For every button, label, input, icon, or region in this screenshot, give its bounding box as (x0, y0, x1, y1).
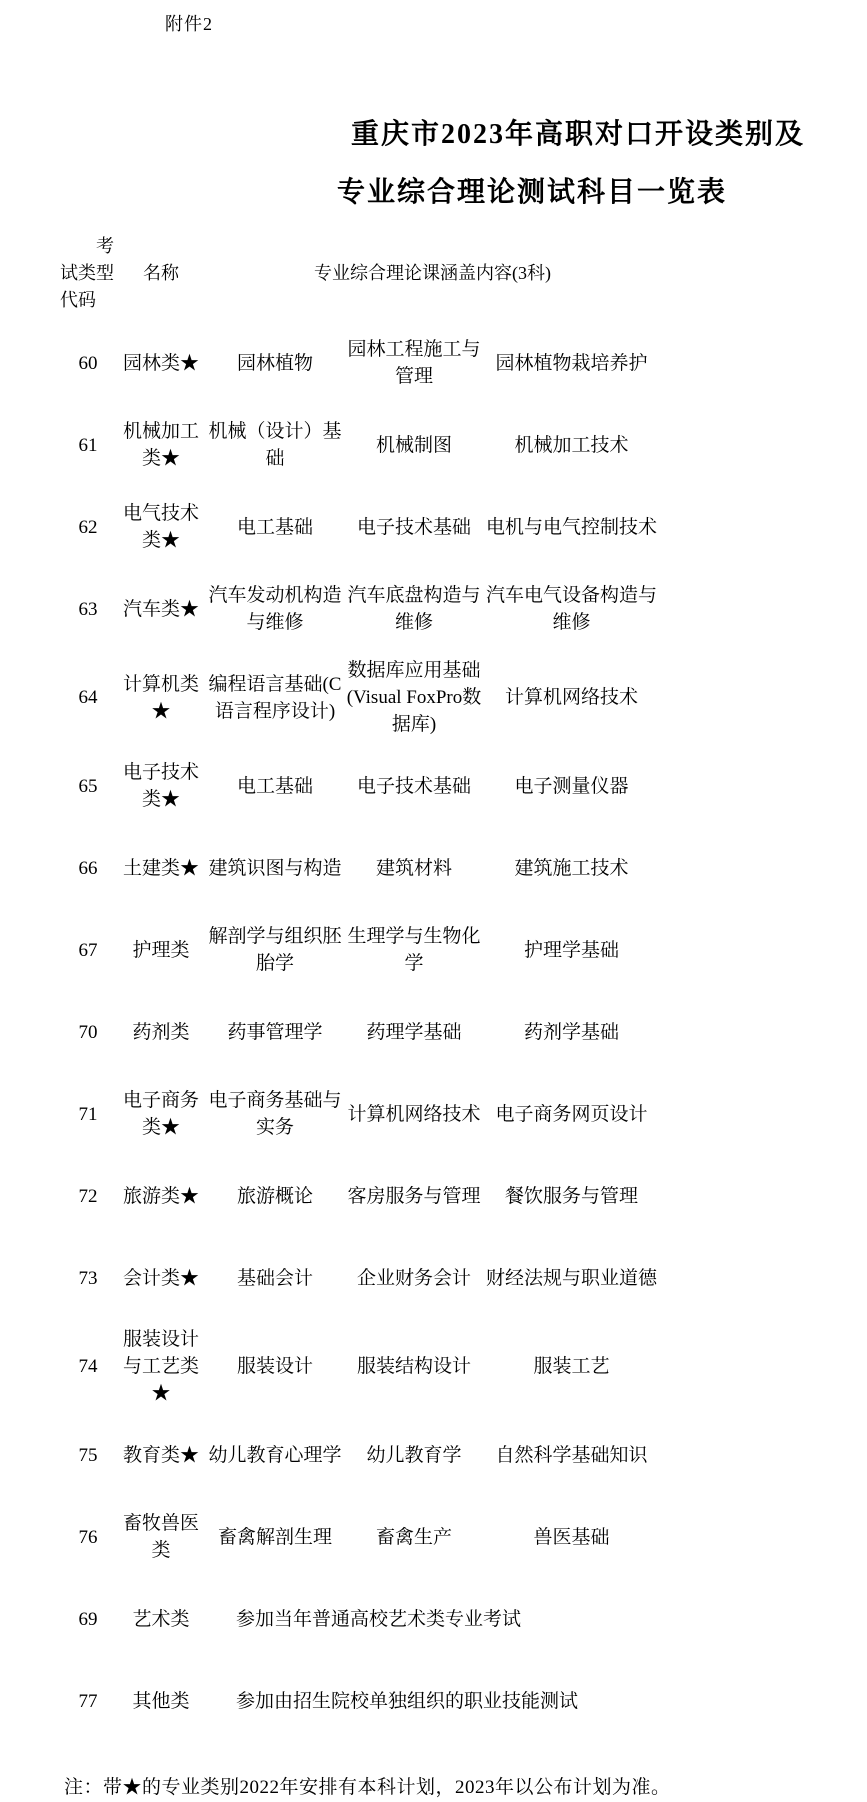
subject-cell-2 (344, 1524, 484, 1551)
subject-cell-2 (344, 432, 484, 459)
code-value: 69 (78, 1608, 98, 1630)
subject-cell-1 (206, 923, 344, 977)
subject-cell-3 (484, 1101, 659, 1128)
subjects-container (206, 923, 659, 977)
code-cell (60, 1019, 116, 1046)
code-value: 64 (78, 687, 98, 708)
subject-cell-2 (344, 1183, 484, 1210)
subjects-container (206, 1353, 659, 1380)
subject-name: 护理学基础 (523, 939, 619, 961)
category-name: 会计类★ (122, 1267, 199, 1289)
subject-name: 药理学基础 (366, 1021, 462, 1043)
code-value: 77 (78, 1690, 98, 1712)
subject-cell-1 (206, 350, 344, 377)
category-cell (116, 759, 206, 813)
subject-name: 餐饮服务与管理 (504, 1185, 638, 1207)
subject-cell-3 (484, 1442, 659, 1469)
category-cell (116, 350, 206, 377)
subjects-container (206, 1524, 659, 1551)
category-name: 园林类★ (122, 352, 199, 374)
subject-cell-3 (484, 514, 659, 541)
subjects-container (206, 418, 659, 472)
subject-cell-2 (344, 336, 484, 390)
subjects-container (206, 657, 659, 738)
subject-name: 企业财务会计 (356, 1267, 471, 1289)
subject-name: 机械（设计）基础 (208, 421, 342, 469)
table-row (60, 322, 659, 404)
table-row (60, 745, 659, 827)
category-name: 畜牧兽医类 (122, 1513, 199, 1561)
subject-cell-3 (484, 1524, 659, 1551)
subject-name: 计算机网络技术 (347, 1103, 481, 1125)
subject-name: 建筑施工技术 (514, 857, 629, 879)
subjects-container (206, 1087, 659, 1141)
subject-name: 服装工艺 (533, 1356, 610, 1377)
subject-cell-1 (206, 1265, 344, 1292)
subject-name: 数据库应用基础(Visual FoxPro数据库) (346, 660, 482, 735)
category-name: 土建类★ (122, 857, 199, 879)
subject-name: 服装结构设计 (356, 1356, 471, 1377)
subject-name: 园林植物 (236, 352, 313, 374)
code-cell (60, 684, 116, 711)
code-cell (60, 596, 116, 623)
subject-cell-1 (206, 1442, 344, 1469)
subject-cell-3 (484, 1183, 659, 1210)
subject-name: 机械加工技术 (514, 434, 629, 456)
subject-cell-2 (344, 1353, 484, 1380)
subject-name: 电子商务基础与实务 (208, 1090, 342, 1138)
code-cell (60, 773, 116, 800)
subject-name: 客房服务与管理 (347, 1185, 481, 1207)
span-text: 参加由招生院校单独组织的职业技能测试 (236, 1690, 579, 1712)
code-value: 73 (78, 1267, 98, 1289)
code-value: 70 (78, 1021, 98, 1043)
subject-cell-1 (206, 582, 344, 636)
span-cell (206, 1688, 659, 1715)
code-cell (60, 1265, 116, 1292)
subject-name: 畜禽生产 (375, 1526, 452, 1548)
category-cell (116, 596, 206, 623)
subject-name: 建筑材料 (375, 857, 452, 879)
table-row (60, 568, 659, 650)
code-value: 65 (78, 775, 98, 797)
subjects-container (206, 1442, 659, 1469)
code-cell (60, 1524, 116, 1551)
table-row (60, 1155, 659, 1237)
category-cell (116, 1265, 206, 1292)
category-cell (116, 671, 206, 725)
subject-name: 药事管理学 (227, 1021, 323, 1043)
subject-cell-3 (484, 350, 659, 377)
subjects-table (60, 224, 659, 1742)
code-value: 63 (78, 598, 98, 620)
category-cell (116, 1087, 206, 1141)
subject-cell-2 (344, 1442, 484, 1469)
document-title-line2: 专业综合理论测试科目一览表 (336, 177, 728, 208)
subject-cell-1 (206, 1019, 344, 1046)
subject-name: 自然科学基础知识 (495, 1444, 648, 1466)
subject-name: 汽车底盘构造与维修 (347, 585, 481, 633)
table-row (60, 1073, 659, 1155)
code-value: 71 (78, 1103, 98, 1125)
subjects-container (206, 1688, 659, 1715)
code-value: 74 (78, 1356, 98, 1377)
subject-cell-1 (206, 1524, 344, 1551)
subject-cell-3 (484, 1019, 659, 1046)
table-row (60, 1496, 659, 1578)
subject-cell-2 (344, 923, 484, 977)
subject-name: 旅游概论 (236, 1185, 313, 1207)
subject-name: 兽医基础 (533, 1526, 610, 1548)
table-row (60, 909, 659, 991)
category-cell (116, 1183, 206, 1210)
subject-cell-3 (484, 937, 659, 964)
span-text: 参加当年普通高校艺术类专业考试 (236, 1608, 522, 1630)
subject-name: 计算机网络技术 (504, 687, 638, 708)
subject-cell-1 (206, 1353, 344, 1380)
subjects-container (206, 1183, 659, 1210)
subject-name: 电工基础 (236, 775, 313, 797)
subject-name: 药剂学基础 (523, 1021, 619, 1043)
subject-name: 电机与电气控制技术 (485, 516, 657, 538)
header-name-cell (116, 260, 206, 287)
subject-name: 基础会计 (236, 1267, 313, 1289)
code-cell (60, 937, 116, 964)
table-row (60, 650, 659, 745)
subject-cell-1 (206, 1183, 344, 1210)
category-name: 计算机类★ (122, 673, 199, 722)
subject-name: 电子商务网页设计 (495, 1103, 648, 1125)
subject-name: 编程语言基础(C语言程序设计) (208, 673, 342, 722)
table-row (60, 404, 659, 486)
subject-name: 建筑识图与构造 (208, 857, 342, 879)
subject-name: 电子技术基础 (356, 516, 471, 538)
subject-name: 畜禽解剖生理 (217, 1526, 332, 1548)
subject-cell-1 (206, 514, 344, 541)
category-cell (116, 1442, 206, 1469)
span-cell (206, 1606, 659, 1633)
subject-name: 服装设计 (236, 1356, 313, 1377)
header-code-cell (60, 233, 116, 314)
document-title-line1: 重庆市2023年高职对口开设类别及 (350, 119, 806, 150)
subjects-container (206, 1265, 659, 1292)
category-name: 电气技术类★ (122, 503, 199, 551)
subject-cell-2 (344, 1265, 484, 1292)
subject-name: 生理学与生物化学 (347, 926, 481, 974)
subject-cell-2 (344, 855, 484, 882)
category-name: 机械加工类★ (122, 421, 199, 469)
subject-name: 解剖学与组织胚胎学 (208, 926, 342, 974)
table-row (60, 1237, 659, 1319)
subject-cell-2 (344, 657, 484, 738)
subject-name: 园林工程施工与管理 (347, 339, 481, 387)
table-row (60, 827, 659, 909)
category-cell (116, 1510, 206, 1564)
category-name: 汽车类★ (122, 598, 199, 620)
category-name: 服装设计与工艺类★ (122, 1329, 199, 1404)
subject-cell-1 (206, 773, 344, 800)
category-cell (116, 1019, 206, 1046)
code-cell (60, 1606, 116, 1633)
table-row (60, 991, 659, 1073)
subjects-container (206, 336, 659, 390)
header-name-label: 名称 (143, 262, 179, 283)
table-row (60, 1414, 659, 1496)
subject-name: 幼儿教育心理学 (208, 1444, 342, 1466)
category-name: 药剂类 (132, 1021, 190, 1043)
subjects-container (206, 1019, 659, 1046)
code-value: 60 (78, 352, 98, 374)
code-value: 67 (78, 939, 98, 961)
category-cell (116, 418, 206, 472)
category-cell (116, 500, 206, 554)
table-header-row (60, 224, 659, 322)
subject-name: 汽车电气设备构造与维修 (485, 585, 657, 633)
code-cell (60, 514, 116, 541)
header-subjects-cell (206, 260, 659, 287)
subject-cell-3 (484, 684, 659, 711)
subject-cell-2 (344, 773, 484, 800)
subject-cell-3 (484, 855, 659, 882)
code-cell (60, 855, 116, 882)
code-cell (60, 432, 116, 459)
code-value: 62 (78, 516, 98, 538)
code-cell (60, 1353, 116, 1380)
code-value: 61 (78, 434, 98, 456)
subject-cell-3 (484, 582, 659, 636)
subject-cell-3 (484, 1353, 659, 1380)
subject-name: 电子技术基础 (356, 775, 471, 797)
category-cell (116, 937, 206, 964)
subject-name: 幼儿教育学 (366, 1444, 462, 1466)
subjects-container (206, 514, 659, 541)
subject-cell-2 (344, 1101, 484, 1128)
subject-name: 机械制图 (375, 434, 452, 456)
subject-name: 财经法规与职业道德 (485, 1267, 657, 1289)
table-row (60, 1578, 659, 1660)
subject-cell-3 (484, 432, 659, 459)
category-name: 旅游类★ (122, 1185, 199, 1207)
code-cell (60, 1688, 116, 1715)
subject-cell-2 (344, 1019, 484, 1046)
category-cell (116, 1688, 206, 1715)
subject-name: 汽车发动机构造与维修 (208, 585, 342, 633)
table-row (60, 1660, 659, 1742)
category-name: 电子技术类★ (122, 762, 199, 810)
category-name: 电子商务类★ (122, 1090, 199, 1138)
header-code-label: 考试类型代码 (60, 235, 114, 310)
subjects-container (206, 773, 659, 800)
subjects-container (206, 582, 659, 636)
code-cell (60, 1183, 116, 1210)
subject-cell-3 (484, 1265, 659, 1292)
category-cell (116, 1606, 206, 1633)
code-cell (60, 1101, 116, 1128)
subject-cell-2 (344, 582, 484, 636)
code-value: 76 (78, 1526, 98, 1548)
code-value: 66 (78, 857, 98, 879)
table-row (60, 1319, 659, 1414)
footnote-text: 注：带★的专业类别2022年安排有本科计划，2023年以公布计划为准。 (64, 1777, 671, 1798)
category-name: 教育类★ (122, 1444, 199, 1466)
subjects-container (206, 1606, 659, 1633)
header-subjects-label: 专业综合理论课涵盖内容(3科) (314, 262, 551, 283)
code-cell (60, 350, 116, 377)
subject-cell-3 (484, 773, 659, 800)
subject-cell-1 (206, 855, 344, 882)
subject-name: 园林植物栽培养护 (495, 352, 648, 374)
code-value: 75 (78, 1444, 98, 1466)
subject-name: 电工基础 (236, 516, 313, 538)
subjects-container (206, 855, 659, 882)
table-body (60, 322, 659, 1742)
category-cell (116, 855, 206, 882)
table-row (60, 486, 659, 568)
category-name: 其他类 (132, 1690, 190, 1712)
subject-name: 电子测量仪器 (514, 775, 629, 797)
subject-cell-1 (206, 418, 344, 472)
subject-cell-2 (344, 514, 484, 541)
category-name: 艺术类 (132, 1608, 190, 1630)
subject-cell-1 (206, 671, 344, 725)
code-cell (60, 1442, 116, 1469)
code-value: 72 (78, 1185, 98, 1207)
attachment-label: 附件2 (165, 14, 213, 34)
subject-cell-1 (206, 1087, 344, 1141)
category-name: 护理类 (132, 939, 190, 961)
category-cell (116, 1326, 206, 1407)
